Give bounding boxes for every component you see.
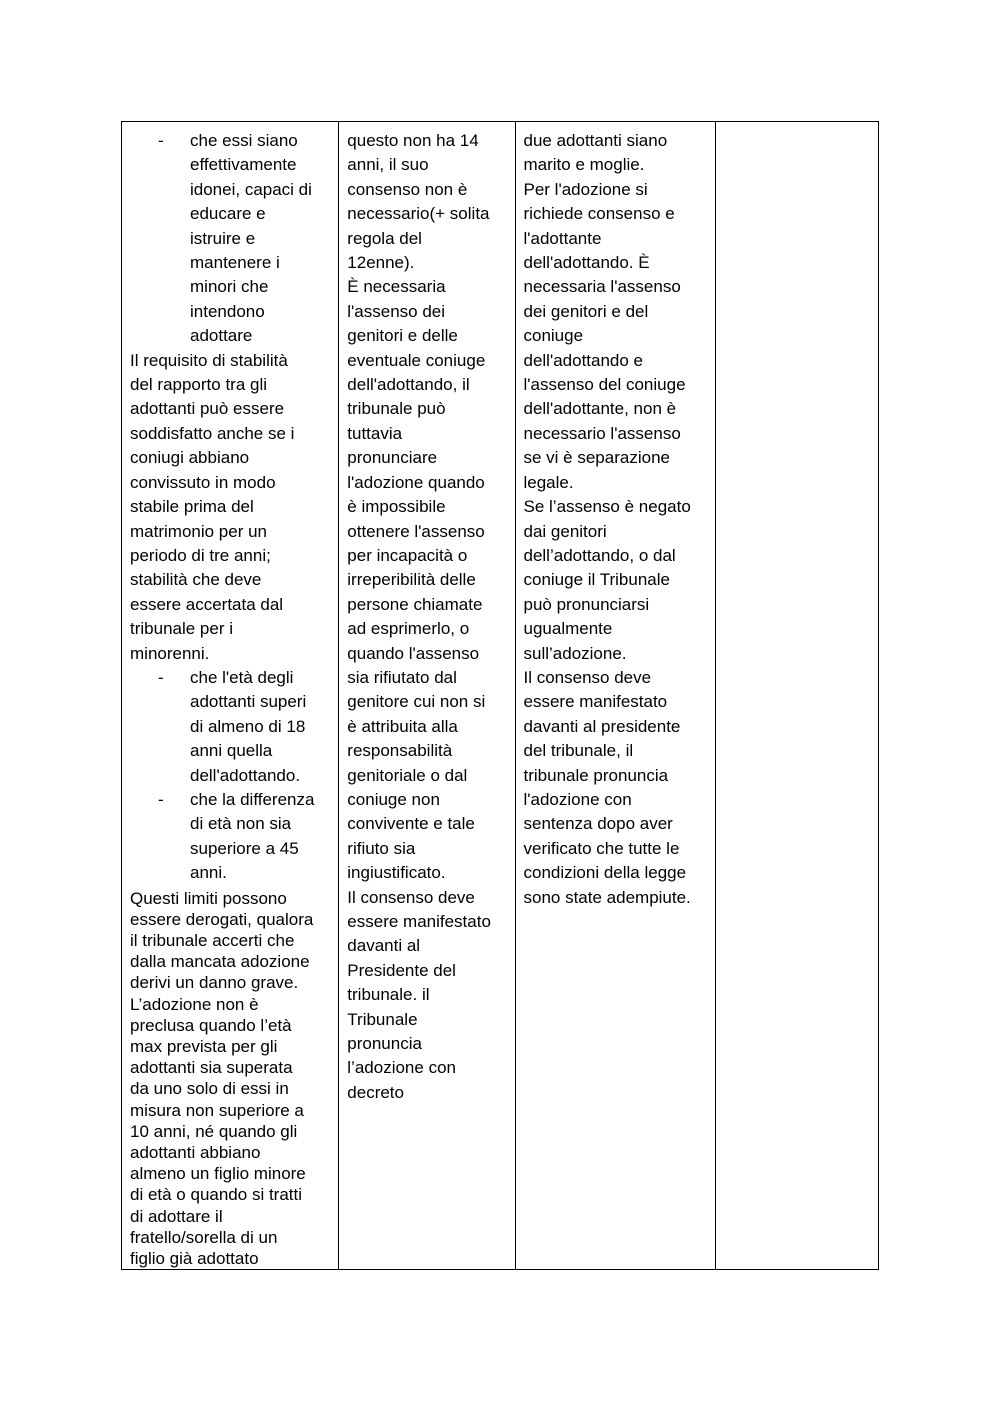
table-cell-col4-empty <box>715 122 878 1270</box>
text-line: Per l'adozione si <box>523 179 648 199</box>
text-line: essere manifestato <box>523 692 668 712</box>
text-line: matrimonio per un <box>130 521 268 541</box>
text-line: decreto <box>347 1082 404 1102</box>
text-line: necessario l'assenso <box>523 423 681 443</box>
text-line: Tribunale <box>347 1009 418 1029</box>
text-line: 12enne). <box>347 253 415 273</box>
text-line: coniuge <box>523 326 584 346</box>
text-line: tuttavia <box>347 423 403 443</box>
text-line: dai genitori <box>523 521 607 541</box>
paragraph-consent <box>347 129 506 1105</box>
text-line: condizioni della legge <box>523 863 687 883</box>
text-line: dalla mancata adozione <box>130 952 310 972</box>
text-line: convivente e tale <box>347 814 475 834</box>
text-line: educare e <box>190 204 266 224</box>
text-line: L’adozione non è <box>130 994 259 1014</box>
text-line: che essi siano <box>190 131 298 150</box>
text-line: è attribuita alla <box>347 716 458 736</box>
text-line: essere manifestato <box>347 912 491 931</box>
text-line: se vi è separazione <box>523 448 670 468</box>
text-line: stabilità che deve <box>130 570 262 590</box>
text-line: genitore cui non si <box>347 692 486 712</box>
text-line: persone chiamate <box>347 594 483 614</box>
text-line: anni quella <box>190 741 273 761</box>
text-line: ugualmente <box>523 619 613 639</box>
text-line: soddisfatto anche se i <box>130 423 295 443</box>
text-line: effettivamente <box>190 155 297 175</box>
text-line: periodo di tre anni; <box>130 545 271 565</box>
text-line: può pronunciarsi <box>523 594 650 614</box>
list-item-bullet3 <box>130 788 330 886</box>
text-line: del tribunale, il <box>523 741 634 761</box>
text-line: È necessaria <box>347 277 446 297</box>
text-line: tribunale può <box>347 399 446 419</box>
text-line: adottanti superi <box>190 692 307 712</box>
list-item-bullet2 <box>130 666 330 788</box>
text-line: pronuncia <box>347 1034 422 1054</box>
text-line: di età o quando si tratti <box>130 1185 303 1205</box>
text-line: verificato che tutte le <box>523 838 680 858</box>
text-line: responsabilità <box>347 741 453 761</box>
text-line: dell'adottando. È <box>523 253 650 273</box>
text-line: superiore a 45 <box>190 838 299 858</box>
text-line: l'adozione quando <box>347 472 485 492</box>
text-line: di adottare il <box>130 1206 223 1226</box>
text-line: coniugi abbiano <box>130 448 250 468</box>
text-line: ottenere l'assenso <box>347 521 485 541</box>
dash-marker: - <box>158 131 164 150</box>
text-line: davanti al <box>347 936 421 956</box>
text-line: questo non ha 14 <box>347 131 479 150</box>
text-line: richiede consenso e <box>523 204 675 224</box>
table-cell-col2 <box>339 122 515 1270</box>
text-line: convissuto in modo <box>130 472 276 492</box>
text-line: Questi limiti possono <box>130 888 287 908</box>
text-line: è impossibile <box>347 497 446 517</box>
text-line: 10 anni, né quando gli <box>130 1121 298 1141</box>
text-line: adottare <box>190 326 253 346</box>
text-line: preclusa quando l’età <box>130 1015 292 1035</box>
text-line: figlio già adottato <box>130 1249 259 1269</box>
text-line: due adottanti siano <box>523 131 668 150</box>
text-line: genitori e delle <box>347 326 458 346</box>
text-line: genitoriale o dal <box>347 765 468 785</box>
text-line: derivi un danno grave. <box>130 973 299 993</box>
text-line: che l'età degli <box>190 667 294 687</box>
text-line: ad esprimerlo, o <box>347 619 470 639</box>
text-line: da uno solo di essi in <box>130 1079 289 1099</box>
text-line: stabile prima del <box>130 497 254 517</box>
text-line: l'assenso dei <box>347 301 446 321</box>
text-line: davanti al presidente <box>523 716 681 736</box>
text-line: che la differenza <box>190 789 315 809</box>
text-line: mantenere i <box>190 253 280 273</box>
text-line: dell'adottando, il <box>347 375 470 395</box>
text-line: tribunale. il <box>347 985 430 1005</box>
text-line: di almeno di 18 <box>190 716 306 736</box>
dash-marker: - <box>158 667 164 687</box>
paragraph-adoption-consent <box>524 129 707 910</box>
text-line: Presidente del <box>347 960 456 980</box>
text-line: adottanti può essere <box>130 399 285 419</box>
text-line: max prevista per gli <box>130 1037 278 1057</box>
content-table <box>121 121 879 1270</box>
text-line: l'adottante <box>523 228 602 248</box>
text-line: minori che <box>190 277 269 297</box>
text-line: sono state adempiute. <box>523 887 691 907</box>
text-line: adottanti abbiano <box>130 1143 261 1163</box>
text-line: l'assenso del coniuge <box>523 375 686 395</box>
text-line: dell'adottando e <box>523 350 644 370</box>
paragraph-stability <box>130 349 330 666</box>
text-line: tribunale pronuncia <box>523 765 669 785</box>
text-line: eventuale coniuge <box>347 350 486 370</box>
text-line: misura non superiore a <box>130 1100 304 1120</box>
table-cell-col3 <box>515 122 715 1270</box>
text-line: Il consenso deve <box>347 887 475 907</box>
text-line: sentenza dopo aver <box>523 814 673 834</box>
text-line: dell'adottante, non è <box>523 399 677 419</box>
text-line: dell’adottando, o dal <box>523 545 676 565</box>
text-line: rifiuto sia <box>347 838 416 858</box>
text-line: per incapacità o <box>347 545 468 565</box>
text-line: essere derogati, qualora <box>130 909 314 929</box>
text-line: fratello/sorella di un <box>130 1227 278 1247</box>
text-line: del rapporto tra gli <box>130 375 268 395</box>
text-line: tribunale per i <box>130 619 234 639</box>
text-line: regola del <box>347 228 422 248</box>
text-line: quando l'assenso <box>347 643 480 663</box>
text-line: legale. <box>523 472 574 492</box>
text-line: il tribunale accerti che <box>130 931 295 950</box>
text-line: Il consenso deve <box>523 667 652 687</box>
text-line: pronunciare <box>347 448 438 468</box>
text-line: irreperibilità delle <box>347 570 476 590</box>
text-line: anni, il suo <box>347 155 429 175</box>
text-line: sia rifiutato dal <box>347 667 457 687</box>
text-line: dei genitori e del <box>523 301 649 321</box>
text-line: coniuge il Tribunale <box>523 570 670 590</box>
text-line: minorenni. <box>130 643 210 663</box>
list-item-bullet1 <box>130 129 330 349</box>
text-line: essere accertata dal <box>130 594 284 614</box>
text-line: dell'adottando. <box>190 765 301 785</box>
text-line: ingiustificato. <box>347 863 446 883</box>
text-line: marito e moglie. <box>523 155 645 175</box>
text-line: idonei, capaci di <box>190 179 312 199</box>
text-line: consenso non è <box>347 179 468 199</box>
text-line: istruire e <box>190 228 256 248</box>
text-line: necessario(+ solita <box>347 204 490 224</box>
text-line: l'adozione con <box>523 789 632 809</box>
text-line: coniuge non <box>347 789 440 809</box>
text-line: di età non sia <box>190 814 292 834</box>
text-line: Il requisito di stabilità <box>130 350 288 370</box>
text-line: l’adozione con <box>347 1058 456 1078</box>
text-line: sull’adozione. <box>523 643 627 663</box>
paragraph-limits <box>130 888 330 1270</box>
table-cell-col1 <box>122 122 339 1270</box>
table-row <box>122 122 879 1270</box>
text-line: adottanti sia superata <box>130 1058 293 1078</box>
text-line: Se l’assenso è negato <box>523 497 691 517</box>
dash-marker: - <box>158 789 164 809</box>
text-line: anni. <box>190 863 227 883</box>
text-line: intendono <box>190 301 265 321</box>
text-line: necessaria l'assenso <box>523 277 681 297</box>
text-line: almeno un figlio minore <box>130 1164 306 1184</box>
